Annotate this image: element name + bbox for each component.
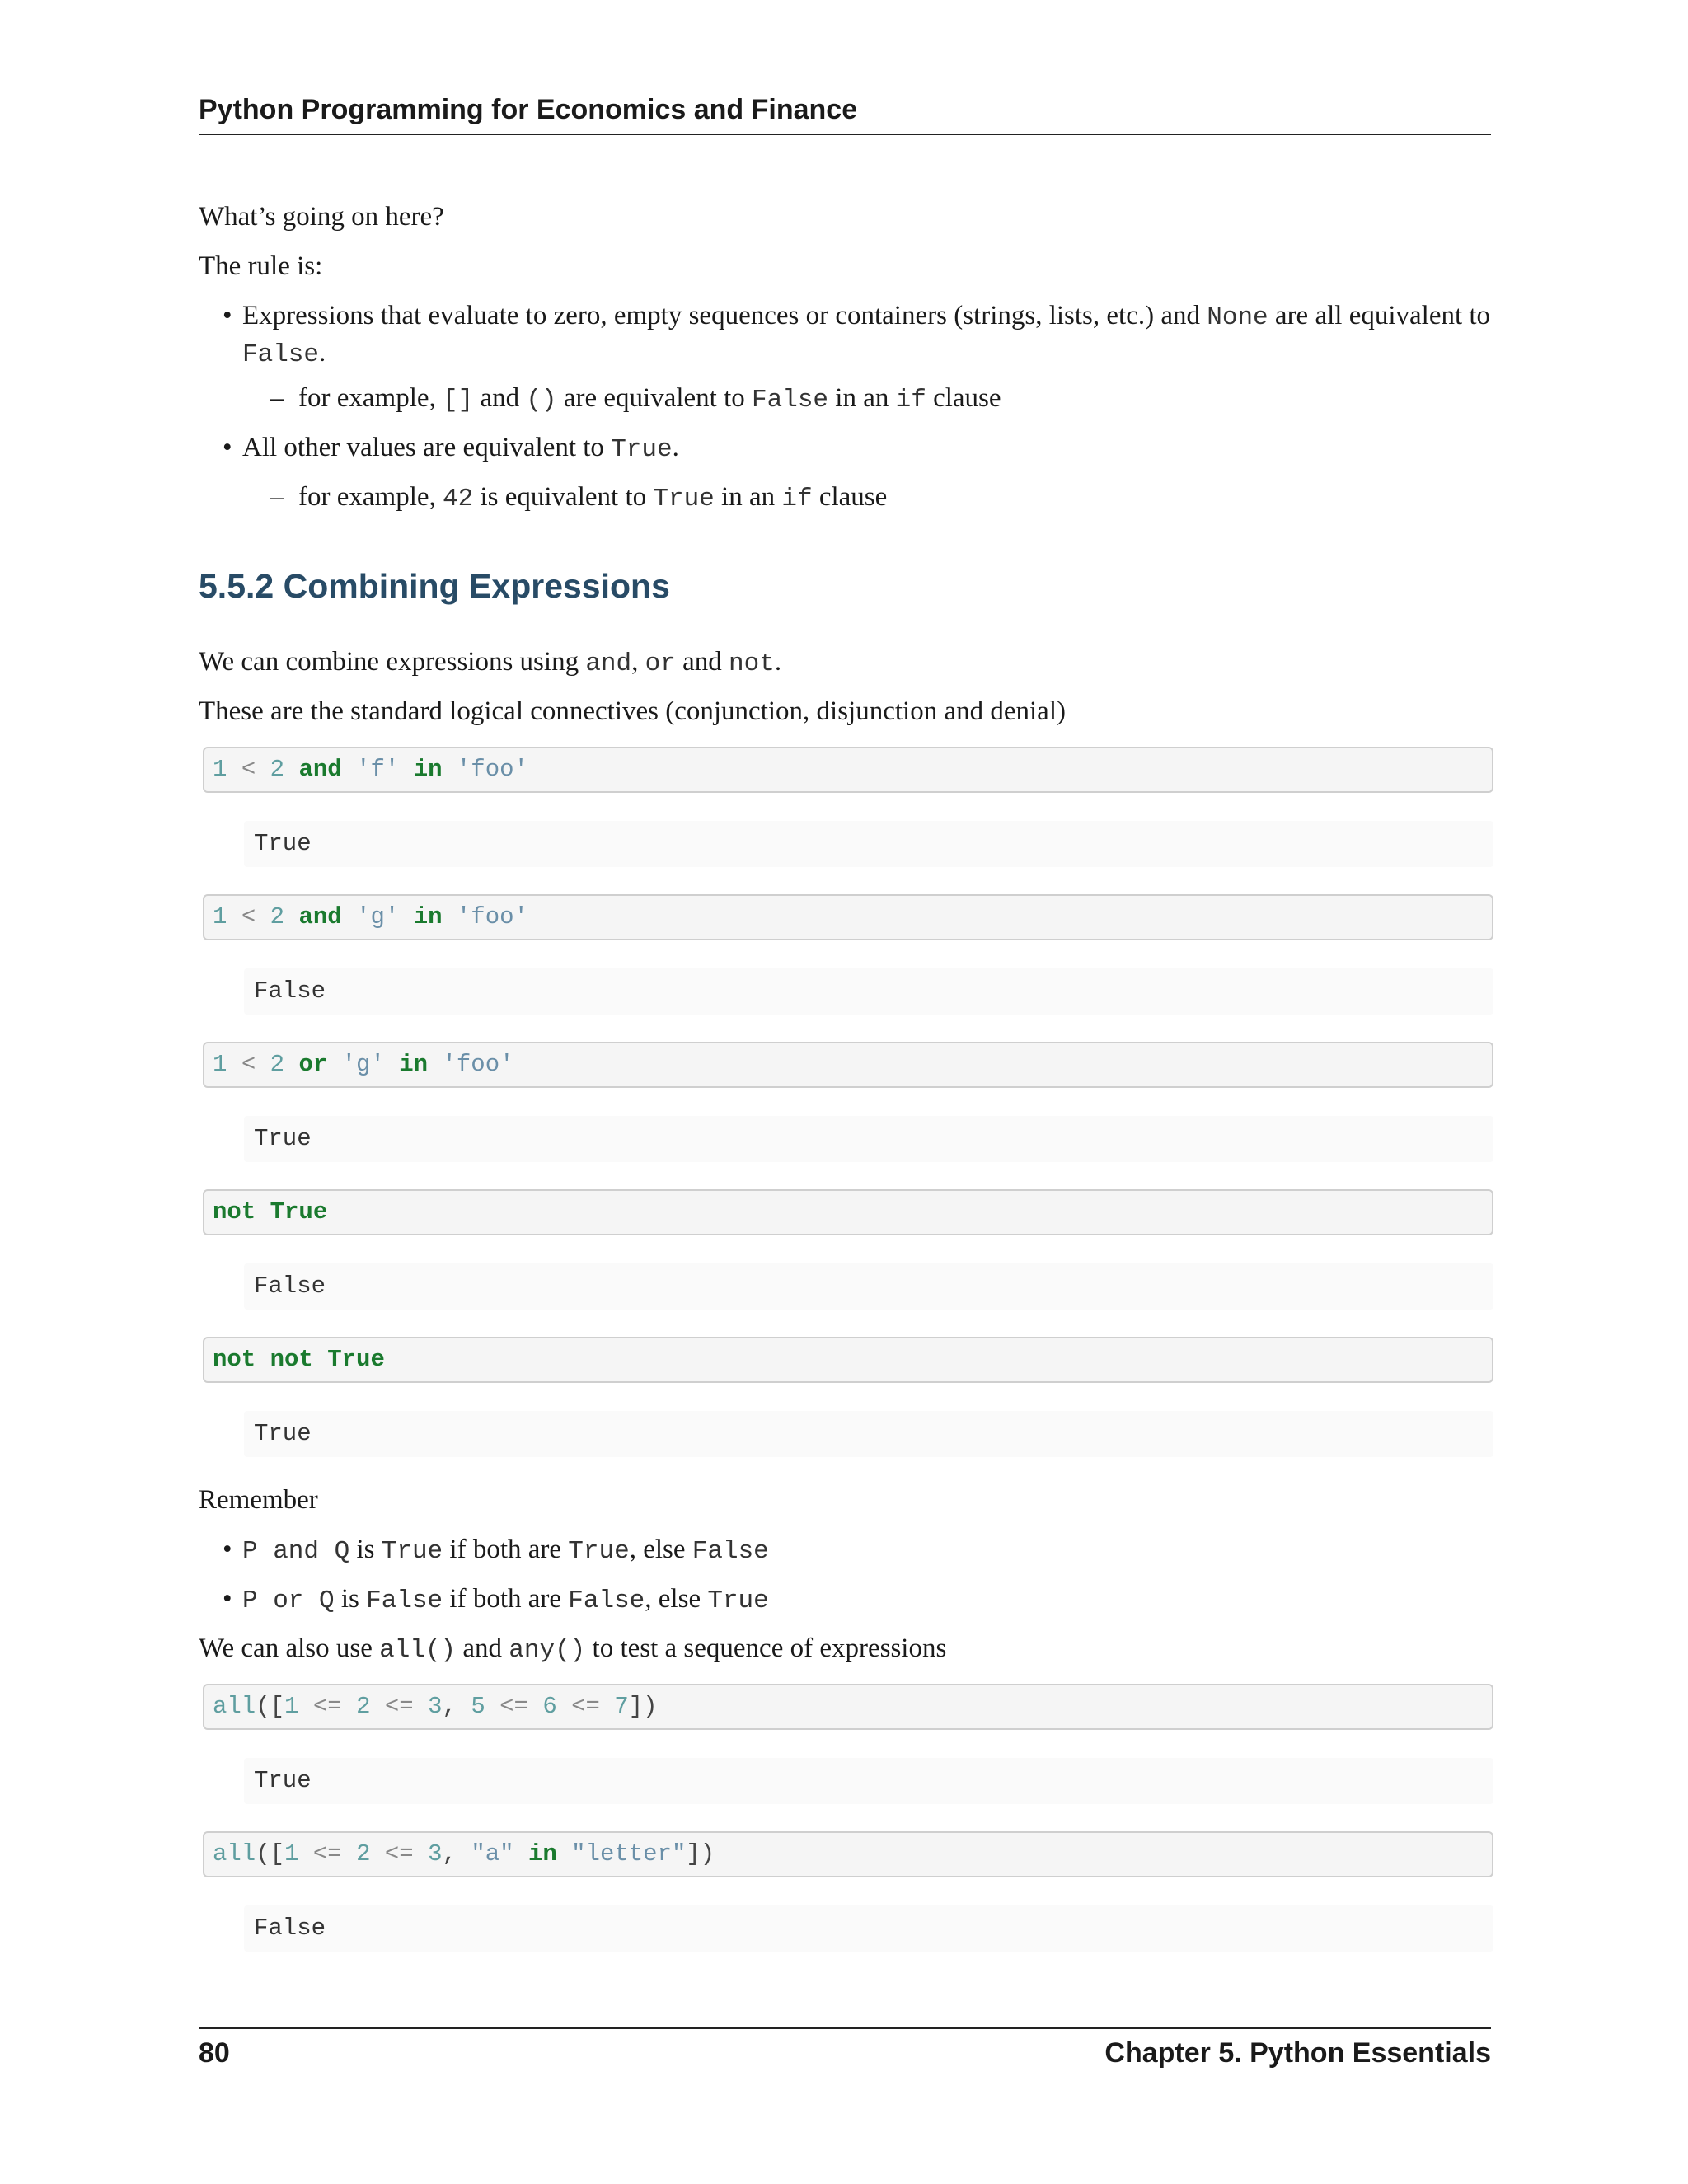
rule-sub-1: – for example, [] and () are equivalent to False in an if clause [298, 381, 1001, 418]
code-cell-4[interactable]: not True [203, 1189, 1493, 1235]
header-title: Python Programming for Economics and Finance [199, 94, 858, 125]
page-footer [199, 2027, 1491, 2079]
rule-bullet-1: • Expressions that evaluate to zero, empty sequences or containers (strings, lists, etc.) and None are all equivalent to False. [242, 298, 1491, 373]
combine-paragraph: We can combine expressions using and, or and not. [199, 647, 782, 678]
code-cell-1[interactable]: 1 < 2 and 'f' in 'foo' [203, 747, 1493, 793]
code-cell-3[interactable]: 1 < 2 or 'g' in 'foo' [203, 1042, 1493, 1088]
all-any-paragraph: We can also use all() and any() to test a sequence of expressions [199, 1633, 947, 1665]
rule-bullet-2: • All other values are equivalent to True. [242, 430, 679, 467]
code-cell-6[interactable]: all([1 <= 2 <= 3, 5 <= 6 <= 7]) [203, 1684, 1493, 1730]
code-cell-5[interactable]: not not True [203, 1337, 1493, 1383]
section-heading: 5.5.2 Combining Expressions [199, 567, 670, 605]
page-number: 80 [199, 2037, 230, 2069]
rule-sub-2: – for example, 42 is equivalent to True in an if clause [298, 480, 887, 517]
intro-question: What’s going on here? [199, 202, 444, 232]
output-cell-3: True [244, 1116, 1493, 1162]
rule-intro: The rule is: [199, 251, 323, 281]
page-header [199, 92, 1491, 135]
output-cell-4: False [244, 1263, 1493, 1310]
code-cell-2[interactable]: 1 < 2 and 'g' in 'foo' [203, 894, 1493, 940]
output-cell-5: True [244, 1411, 1493, 1457]
output-cell-1: True [244, 821, 1493, 867]
output-cell-7: False [244, 1905, 1493, 1952]
output-cell-2: False [244, 968, 1493, 1015]
code-cell-7[interactable]: all([1 <= 2 <= 3, "a" in "letter"]) [203, 1831, 1493, 1877]
connectives-paragraph: These are the standard logical connectives (conjunction, disjunction and denial) [199, 696, 1066, 726]
chapter-title: Chapter 5. Python Essentials [1104, 2037, 1491, 2069]
remember-heading: Remember [199, 1485, 318, 1515]
output-cell-6: True [244, 1758, 1493, 1804]
remember-bullet-1: • P and Q is True if both are True, else False [242, 1532, 769, 1569]
remember-bullet-2: • P or Q is False if both are False, else True [242, 1582, 769, 1619]
